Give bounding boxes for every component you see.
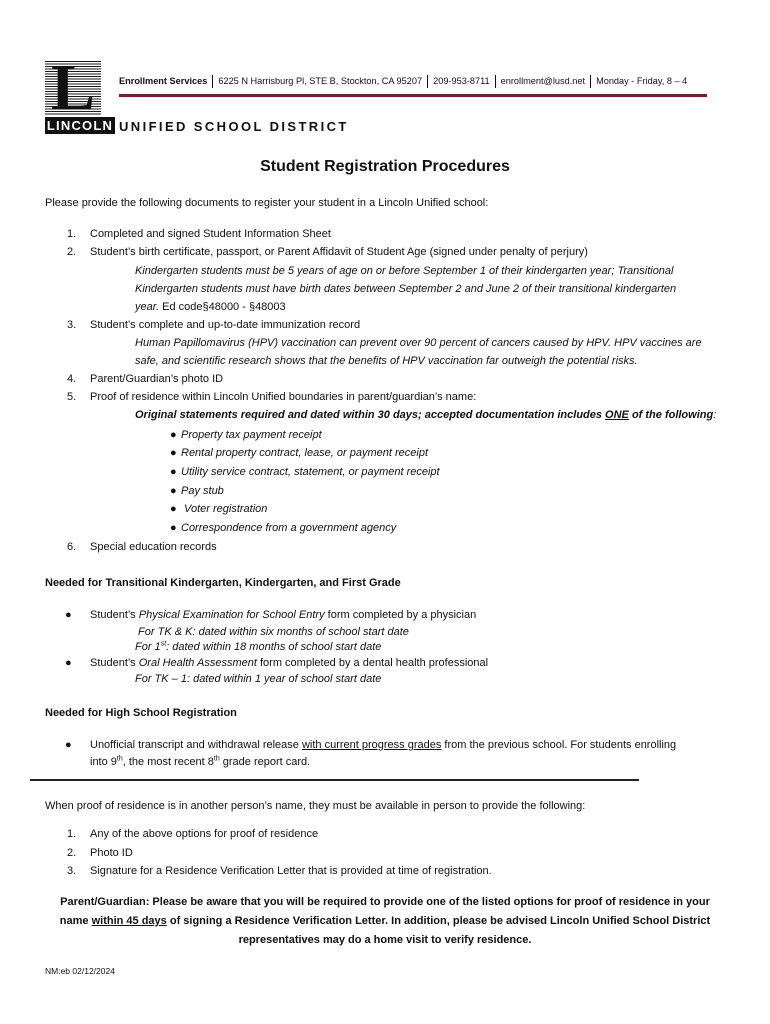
k-requirement-dental — [65, 656, 489, 670]
bullet-icon: ● — [65, 739, 72, 751]
k-section-heading: Needed for Transitional Kindergarten, Kindergarten, and First Grade — [45, 577, 401, 589]
district-name: UNIFIED SCHOOL DISTRICT — [119, 119, 349, 134]
item-number: 2. — [67, 847, 77, 859]
option-text: Pay stub — [181, 485, 224, 497]
ed-code: Ed code§48000 - §48003 — [159, 301, 286, 313]
requirement-emphasis: with current progress grades — [301, 739, 442, 751]
item-number: 1. — [67, 228, 77, 240]
bullet-icon: ● — [170, 485, 177, 497]
notice-line-3: representatives may do a home visit to verify residence. — [238, 934, 532, 946]
option-text: Utility service contract, statement, or payment receipt — [181, 466, 440, 478]
divider — [212, 75, 213, 88]
notice-line-1: Parent/Guardian: Please be aware that you will be required to provide one of the listed options for proof of residence in your — [60, 896, 710, 908]
ordinal-suffix: th — [116, 755, 123, 763]
item-text: Any of the above options for proof of residence — [90, 828, 319, 840]
age-note-line2: Kindergarten students must have birth dates between September 2 and June 2 of their transitional kindergarten — [135, 283, 677, 295]
item-number: 6. — [67, 541, 77, 553]
office-phone: 209-953-8711 — [433, 76, 490, 86]
requirement-one: ONE — [605, 409, 629, 421]
residence-option — [170, 428, 322, 442]
requirement-text: Student’s — [90, 657, 139, 669]
item-number: 4. — [67, 373, 77, 385]
hpv-note-line2: safe, and scientific research shows that the benefits of HPV vaccination far outweigh the potential risks. — [135, 355, 638, 367]
residence-option — [170, 502, 268, 516]
divider — [495, 75, 496, 88]
residence-option — [170, 465, 440, 479]
item-text: Student’s birth certificate, passport, or Parent Affidavit of Student Age (signed under penalty of perjury) — [90, 246, 588, 258]
notice-text: of signing a Residence Verification Letter. In addition, please be advised Lincoln Unified School District — [166, 915, 711, 927]
item-number: 3. — [67, 319, 77, 331]
hs-section-heading: Needed for High School Registration — [45, 707, 237, 719]
item-text: Signature for a Residence Verification Letter that is provided at time of registration. — [90, 865, 492, 877]
requirement-colon: : — [713, 409, 717, 421]
logo-wordmark: LINCOLN — [46, 118, 114, 133]
dental-note: For TK – 1: dated within 1 year of school start date — [135, 673, 382, 685]
page-title: Student Registration Procedures — [260, 158, 510, 175]
residence-requirement — [135, 408, 716, 422]
office-email[interactable]: enrollment@lusd.net — [500, 76, 586, 86]
requirement-text: Original statements required and dated within 30 days; accepted documentation includes — [135, 409, 606, 421]
option-text: Voter registration — [181, 503, 268, 515]
residence-option — [170, 446, 429, 460]
item-number: 1. — [67, 828, 77, 840]
office-hours: Monday - Friday, 8 – 4 — [596, 76, 688, 86]
requirement-text: Unofficial transcript and withdrawal release — [90, 739, 302, 751]
district-logo — [45, 61, 101, 116]
age-note-line3 — [135, 300, 286, 314]
item-text: Parent/Guardian’s photo ID — [90, 373, 224, 385]
bullet-icon: ● — [170, 447, 177, 459]
notice-deadline: within 45 days — [91, 915, 167, 927]
requirement-text-end: of the following — [628, 409, 714, 421]
age-note-year: year. — [135, 301, 160, 313]
bullet-icon: ● — [170, 466, 177, 478]
logo-letter: L — [50, 61, 96, 116]
notice-line-2 — [40, 912, 730, 931]
requirement-text: form completed by a dental health professional — [256, 657, 489, 669]
residence-option — [170, 521, 397, 535]
requirement-text: from the previous school. For students enrolling — [441, 739, 677, 751]
age-note-line1: Kindergarten students must be 5 years of age on or before September 1 of their kindergarten year; Transitional — [135, 265, 674, 277]
divider — [427, 75, 428, 88]
hs-requirement — [65, 738, 677, 752]
form-name: Physical Examination for School Entry — [138, 609, 325, 621]
residence-option — [170, 484, 224, 498]
note-text: : dated within 18 months of school start date — [166, 641, 382, 653]
item-text: Student’s complete and up-to-date immunization record — [90, 319, 361, 331]
other-person-intro: When proof of residence is in another person’s name, they must be available in person to provide the following: — [45, 800, 586, 812]
item-text: Special education records — [90, 541, 217, 553]
intro-text: Please provide the following documents to register your student in a Lincoln Unified school: — [45, 197, 489, 209]
bullet-icon: ● — [170, 522, 177, 534]
physical-note-first — [135, 640, 381, 654]
requirement-text: form completed by a physician — [324, 609, 477, 621]
option-text: Property tax payment receipt — [181, 429, 322, 441]
bullet-icon: ● — [170, 429, 177, 441]
notice-text: name — [59, 915, 92, 927]
office-name: Enrollment Services — [119, 76, 208, 86]
note-text: For 1 — [135, 641, 161, 653]
divider — [590, 75, 591, 88]
item-number: 5. — [67, 391, 77, 403]
office-address: 6225 N Harrisburg Pl, STE B, Stockton, CA 95207 — [218, 76, 423, 86]
requirement-text: Student’s — [90, 609, 139, 621]
item-text: Completed and signed Student Information Sheet — [90, 228, 331, 240]
physical-note-tk-k: For TK & K: dated within six months of school start date — [135, 626, 409, 638]
requirement-text: , the most recent 8 — [122, 756, 214, 768]
requirement-text: grade report card. — [219, 756, 311, 768]
requirement-text: into 9 — [90, 756, 117, 768]
form-name: Oral Health Assessment — [138, 657, 257, 669]
document-footer: NM:eb 02/12/2024 — [45, 966, 115, 976]
item-number: 2. — [67, 246, 77, 258]
bullet-icon: ● — [65, 609, 72, 621]
option-text: Rental property contract, lease, or payment receipt — [181, 447, 429, 459]
k-requirement-physical — [65, 608, 477, 622]
item-text: Photo ID — [90, 847, 133, 859]
option-text: Correspondence from a government agency — [181, 522, 397, 534]
section-divider — [30, 779, 639, 781]
bullet-icon: ● — [170, 503, 177, 515]
hpv-note-line1: Human Papillomavirus (HPV) vaccination can prevent over 90 percent of cancers caused by HPV. HPV vaccines are — [135, 337, 702, 349]
ordinal-suffix: th — [213, 755, 220, 763]
item-number: 3. — [67, 865, 77, 877]
ordinal-suffix: st — [160, 640, 167, 648]
item-text: Proof of residence within Lincoln Unified boundaries in parent/guardian’s name: — [90, 391, 477, 403]
hs-requirement-line2 — [90, 755, 310, 769]
contact-line — [119, 74, 687, 88]
bullet-icon: ● — [65, 657, 72, 669]
letterhead-rule — [119, 94, 707, 97]
